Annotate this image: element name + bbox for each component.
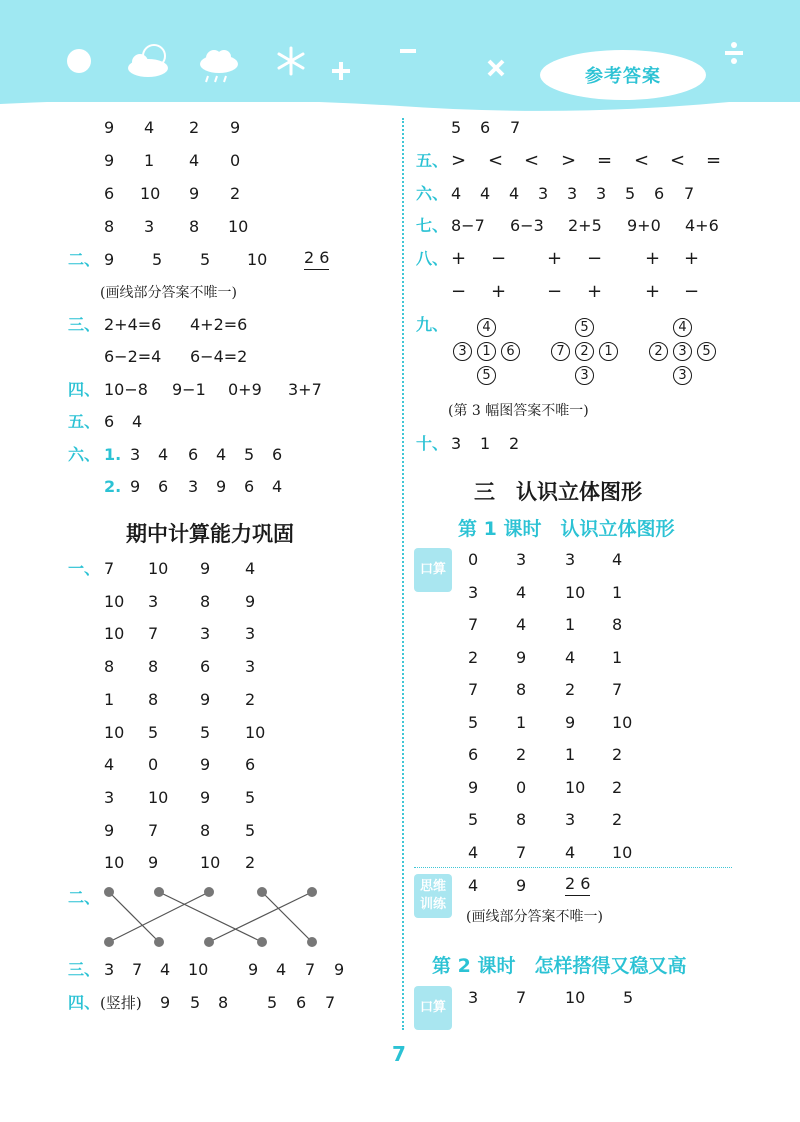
answer-value: + — [645, 248, 661, 269]
answer-value: 6 — [468, 745, 479, 764]
answer-value: > — [561, 150, 577, 171]
answer-value: 4 — [272, 477, 283, 496]
answer-value: 6 — [654, 184, 665, 203]
answer-value: < — [634, 150, 650, 171]
answer-value: 9 — [516, 876, 527, 895]
answer-value: 10 — [612, 842, 633, 862]
answer-value: 4 — [516, 615, 527, 634]
answer-value: 2 — [565, 680, 576, 699]
answer-value: 5 — [623, 988, 634, 1007]
answer-value: 8 — [218, 993, 229, 1012]
cross-circle-right: 1 — [599, 342, 618, 361]
answer-value: 8 — [189, 217, 200, 236]
answer-value: + — [684, 248, 700, 269]
answer-value: 6−4=2 — [190, 347, 248, 366]
match-dot — [104, 937, 114, 947]
cross-circle-bottom: 3 — [575, 366, 594, 385]
answer-value: 2 — [516, 745, 527, 764]
answer-value: 4 — [468, 842, 479, 862]
answer-value: < — [488, 150, 504, 171]
answer-value: 9 — [104, 250, 115, 269]
answer-value: 7 — [612, 680, 623, 699]
answer-value: 4 — [216, 445, 227, 464]
answer-value: 9 — [216, 477, 227, 496]
section-label: 九、 — [416, 315, 449, 334]
answer-value: 1 — [565, 615, 576, 634]
answer-value: 10 — [104, 853, 125, 873]
answer-value: 7 — [684, 184, 695, 203]
answer-value: 9 — [104, 118, 115, 137]
answer-value: 10−8 — [104, 380, 148, 399]
answer-row — [0, 710, 800, 736]
answer-value: 1 — [104, 689, 115, 709]
answer-value: 6 — [188, 445, 199, 464]
answer-value: 6−2=4 — [104, 347, 162, 366]
answer-value: 6 — [272, 445, 283, 464]
answer-row — [0, 580, 800, 606]
answer-value: 3 — [104, 787, 115, 807]
answer-row — [0, 431, 800, 457]
underlined-answer: 2 6 — [304, 247, 329, 270]
cross-circle-top: 5 — [575, 318, 594, 337]
match-dot — [257, 937, 267, 947]
answer-key-badge: 参考答案 — [540, 50, 706, 100]
answer-value: 2 — [468, 647, 479, 667]
answer-value: 2 — [612, 745, 623, 764]
answer-value: 4 — [516, 582, 527, 602]
answer-value: 5 — [148, 722, 159, 742]
answer-value: + — [547, 248, 563, 269]
answer-value: 1 — [612, 647, 623, 667]
answer-value: 5 — [200, 722, 211, 742]
answer-value: 7 — [510, 118, 521, 137]
answer-row — [0, 775, 800, 801]
answer-row — [0, 807, 800, 833]
answer-value: 8 — [148, 689, 159, 709]
answer-value: 9 — [160, 993, 171, 1012]
answer-value: 4 — [144, 118, 155, 137]
answer-value: 7 — [305, 960, 316, 979]
lesson-title: 第 1 课时 认识立体图形 — [458, 518, 675, 540]
answer-value: 8 — [200, 820, 211, 840]
answer-value: 3 — [468, 988, 479, 1007]
answer-value: 4 — [509, 184, 520, 203]
answer-value: 8−7 — [451, 216, 485, 235]
answer-value: 6−3 — [510, 216, 544, 235]
section-label: 三、 — [68, 960, 101, 979]
answer-value: 5 — [245, 820, 256, 840]
answer-value: 9−1 — [172, 380, 206, 399]
answer-value: 4+2=6 — [190, 315, 248, 334]
sub-label: 1. — [104, 445, 122, 464]
answer-row — [0, 474, 400, 500]
plus-icon — [330, 60, 352, 82]
section-label: 四、 — [68, 380, 101, 399]
answer-value: 2+4=6 — [104, 315, 162, 334]
answer-value: 7 — [516, 842, 527, 862]
answer-value: − — [547, 281, 563, 302]
thinking-training-tag: 思维训练 — [414, 874, 452, 918]
answer-value: 4+6 — [685, 216, 719, 235]
answer-value: 0 — [230, 151, 241, 170]
answer-value: 2 — [245, 689, 256, 709]
section-label: 二、 — [68, 250, 101, 269]
answer-value: 5 — [244, 445, 255, 464]
cross-circle-top: 4 — [477, 318, 496, 337]
answer-value: 3 — [596, 184, 607, 203]
answer-row — [0, 279, 800, 305]
answer-value: + — [645, 281, 661, 302]
answer-value: 4 — [480, 184, 491, 203]
answer-value: + — [491, 281, 507, 302]
answer-value: 8 — [200, 591, 211, 611]
answer-value: 2 — [245, 853, 256, 873]
section-label: 六、 — [68, 445, 101, 464]
answer-value: 6 — [245, 755, 256, 775]
answer-value: 3 — [130, 445, 141, 464]
answer-value: 4 — [565, 842, 576, 862]
answer-value: 5 — [468, 810, 479, 829]
sub-label: 2. — [104, 477, 122, 496]
answer-value: 9 — [468, 777, 479, 797]
section-label: 六、 — [416, 184, 449, 203]
answer-value: 5 — [200, 250, 211, 269]
match-dot — [307, 937, 317, 947]
answer-value: 9 — [104, 151, 115, 170]
answer-value: 4 — [132, 412, 143, 431]
answer-value: 10 — [245, 722, 266, 742]
note-text: (竖排) — [100, 994, 142, 1012]
answer-value: 9 — [200, 559, 211, 578]
answer-value: 3 — [245, 657, 256, 677]
section-label: 四、 — [68, 993, 101, 1012]
cross-circle-left: 3 — [453, 342, 472, 361]
answer-row — [0, 612, 800, 638]
answer-value: 3 — [245, 624, 256, 644]
answer-value: 3 — [468, 582, 479, 602]
answer-value: 4 — [565, 647, 576, 667]
answer-value: 9 — [245, 591, 256, 611]
answer-value: 5 — [625, 184, 636, 203]
answer-value: 2+5 — [568, 216, 602, 235]
cross-circle-center: 3 — [673, 342, 692, 361]
cross-circle-center: 2 — [575, 342, 594, 361]
answer-value: 10 — [140, 184, 161, 203]
section-label: 五、 — [68, 412, 101, 431]
answer-row — [0, 181, 800, 207]
answer-value: 2 — [509, 434, 520, 453]
answer-value: 4 — [612, 550, 623, 569]
answer-value: 10 — [565, 582, 586, 602]
answer-value: 10 — [565, 988, 586, 1007]
note-text: (画线部分答案不唯一) — [100, 285, 237, 301]
answer-value: 3 — [565, 550, 576, 569]
answer-value: + — [587, 281, 603, 302]
answer-value: 0 — [468, 550, 479, 569]
answer-value: 9 — [104, 820, 115, 840]
answer-value: 3 — [538, 184, 549, 203]
answer-value: < — [670, 150, 686, 171]
rain-cloud-icon — [196, 46, 242, 86]
answer-value: 9 — [565, 712, 576, 732]
match-dot — [204, 937, 214, 947]
answer-value: 1 — [516, 712, 527, 732]
answer-value: 6 — [244, 477, 255, 496]
answer-value: 1 — [612, 582, 623, 602]
answer-value: 6 — [158, 477, 169, 496]
answer-value: 7 — [325, 993, 336, 1012]
answer-value: 9 — [130, 477, 141, 496]
answer-value: 10 — [565, 777, 586, 797]
answer-value: 10 — [612, 712, 633, 732]
answer-value: 3 — [188, 477, 199, 496]
section-label: 七、 — [416, 216, 449, 235]
answer-value: 2 — [189, 118, 200, 137]
answer-value: 9 — [230, 118, 241, 137]
answer-row — [0, 344, 400, 370]
answer-value: 3 — [451, 434, 462, 453]
answer-value: − — [451, 281, 467, 302]
section-label: 十、 — [416, 434, 449, 453]
answer-value: 4 — [158, 445, 169, 464]
answer-value: 3 — [565, 810, 576, 829]
divide-icon — [722, 40, 746, 66]
lesson-title: 第 2 课时 怎样搭得又稳又高 — [432, 955, 687, 977]
section-title: 期中计算能力巩固 — [126, 522, 294, 546]
answer-value: 0+9 — [228, 380, 262, 399]
oral-calc-tag: 口算 — [414, 548, 452, 592]
answer-value: 5 — [267, 993, 278, 1012]
answer-value: 3 — [104, 960, 115, 979]
oral-calc-tag: 口算 — [414, 986, 452, 1030]
section-label: 一、 — [68, 559, 101, 578]
section-label: 二、 — [68, 888, 101, 907]
answer-value: 10 — [148, 787, 169, 807]
match-dot — [154, 937, 164, 947]
answer-value: 8 — [516, 680, 527, 699]
answer-value: 3 — [567, 184, 578, 203]
underlined-answer: 2 6 — [565, 873, 590, 896]
answer-value: 7 — [148, 624, 159, 644]
answer-value: 6 — [104, 184, 115, 203]
answer-row — [0, 377, 400, 403]
answer-value: − — [684, 281, 700, 302]
answer-value: 9 — [148, 853, 159, 873]
cross-circle-right: 6 — [501, 342, 520, 361]
cross-circle-left: 7 — [551, 342, 570, 361]
answer-value: 3 — [200, 624, 211, 644]
answer-value: > — [451, 150, 467, 171]
answer-row — [0, 645, 800, 671]
answer-value: 4 — [276, 960, 287, 979]
section-label: 八、 — [416, 249, 449, 268]
answer-value: 9+0 — [627, 216, 661, 235]
answer-value: 4 — [245, 559, 256, 578]
answer-value: 0 — [148, 755, 159, 775]
answer-value: 9 — [334, 960, 345, 979]
answer-value: 0 — [516, 777, 527, 797]
answer-value: 7 — [104, 559, 115, 578]
section-label: 三、 — [68, 315, 101, 334]
answer-row — [0, 312, 400, 338]
answer-value: 6 — [200, 657, 211, 677]
answer-row — [0, 148, 800, 174]
answer-value: 7 — [468, 615, 479, 634]
answer-value: 4 — [160, 960, 171, 979]
answer-value: 4 — [189, 151, 200, 170]
answer-value: 9 — [189, 184, 200, 203]
cross-circle-center: 1 — [477, 342, 496, 361]
note-text: (第 3 幅图答案不唯一) — [448, 403, 589, 419]
answer-value: 9 — [516, 647, 527, 667]
answer-value: − — [587, 248, 603, 269]
answer-row — [0, 985, 800, 1011]
answer-row — [0, 677, 800, 703]
answer-value: 8 — [104, 657, 115, 677]
answer-value: 2 — [612, 810, 623, 829]
answer-value: 1 — [565, 745, 576, 764]
times-icon — [486, 58, 506, 78]
answer-row — [0, 246, 800, 272]
answer-value: 9 — [200, 755, 211, 775]
answer-value: 5 — [190, 993, 201, 1012]
answer-value: 1 — [480, 434, 491, 453]
answer-row — [0, 742, 800, 768]
dotted-separator — [414, 867, 732, 868]
answer-value: 5 — [245, 787, 256, 807]
answer-value: 7 — [468, 680, 479, 699]
answer-value: 4 — [451, 184, 462, 203]
cross-circle-right: 5 — [697, 342, 716, 361]
minus-icon — [398, 46, 418, 56]
answer-value: 7 — [148, 820, 159, 840]
answer-value: 10 — [104, 722, 125, 742]
answer-value: 6 — [480, 118, 491, 137]
cross-circle-top: 4 — [673, 318, 692, 337]
cross-circle-bottom: 5 — [477, 366, 496, 385]
answer-value: 2 — [612, 777, 623, 797]
answer-value: − — [491, 248, 507, 269]
answer-value: 3+7 — [288, 380, 322, 399]
answer-value: 5 — [152, 250, 163, 269]
section-label: 五、 — [416, 151, 449, 170]
answer-value: 4 — [468, 876, 479, 895]
answer-row — [0, 547, 800, 573]
answer-value: 10 — [104, 624, 125, 644]
answer-value: 10 — [228, 217, 249, 236]
answer-value: 2 — [230, 184, 241, 203]
answer-value: 9 — [200, 787, 211, 807]
answer-value: 9 — [200, 689, 211, 709]
snowflake-icon — [276, 46, 306, 76]
unit-title: 三 认识立体图形 — [474, 480, 642, 504]
answer-value: 3 — [516, 550, 527, 569]
answer-value: 3 — [144, 217, 155, 236]
sun-icon — [64, 46, 94, 76]
answer-value: 7 — [516, 988, 527, 1007]
answer-value: 8 — [516, 810, 527, 829]
answer-value: 10 — [200, 853, 221, 873]
answer-value: 8 — [612, 615, 623, 634]
note-text: (画线部分答案不唯一) — [466, 909, 603, 925]
answer-value: 10 — [247, 250, 268, 269]
answer-value: 4 — [104, 755, 115, 775]
answer-value: 8 — [148, 657, 159, 677]
answer-value: 8 — [104, 217, 115, 236]
answer-value: 6 — [104, 412, 115, 431]
answer-value: 10 — [148, 559, 169, 578]
answer-value: + — [451, 248, 467, 269]
answer-value: 9 — [248, 960, 259, 979]
page-number: 7 — [392, 1042, 406, 1066]
cross-circle-bottom: 3 — [673, 366, 692, 385]
answer-value: 6 — [296, 993, 307, 1012]
answer-value: 5 — [468, 712, 479, 732]
answer-row — [0, 115, 800, 141]
answer-row — [0, 840, 800, 866]
answer-value: 7 — [132, 960, 143, 979]
answer-row — [0, 873, 800, 899]
answer-value: 10 — [188, 960, 209, 979]
cross-circle-left: 2 — [649, 342, 668, 361]
cloudy-icon — [124, 42, 176, 80]
answer-row — [0, 957, 400, 983]
answer-value: 10 — [104, 591, 125, 611]
answer-value: 1 — [144, 151, 155, 170]
answer-value: = — [597, 150, 613, 171]
answer-value: 3 — [148, 591, 159, 611]
answer-row — [0, 213, 800, 239]
answer-value: 5 — [451, 118, 462, 137]
answer-value: = — [706, 150, 722, 171]
answer-value: < — [524, 150, 540, 171]
